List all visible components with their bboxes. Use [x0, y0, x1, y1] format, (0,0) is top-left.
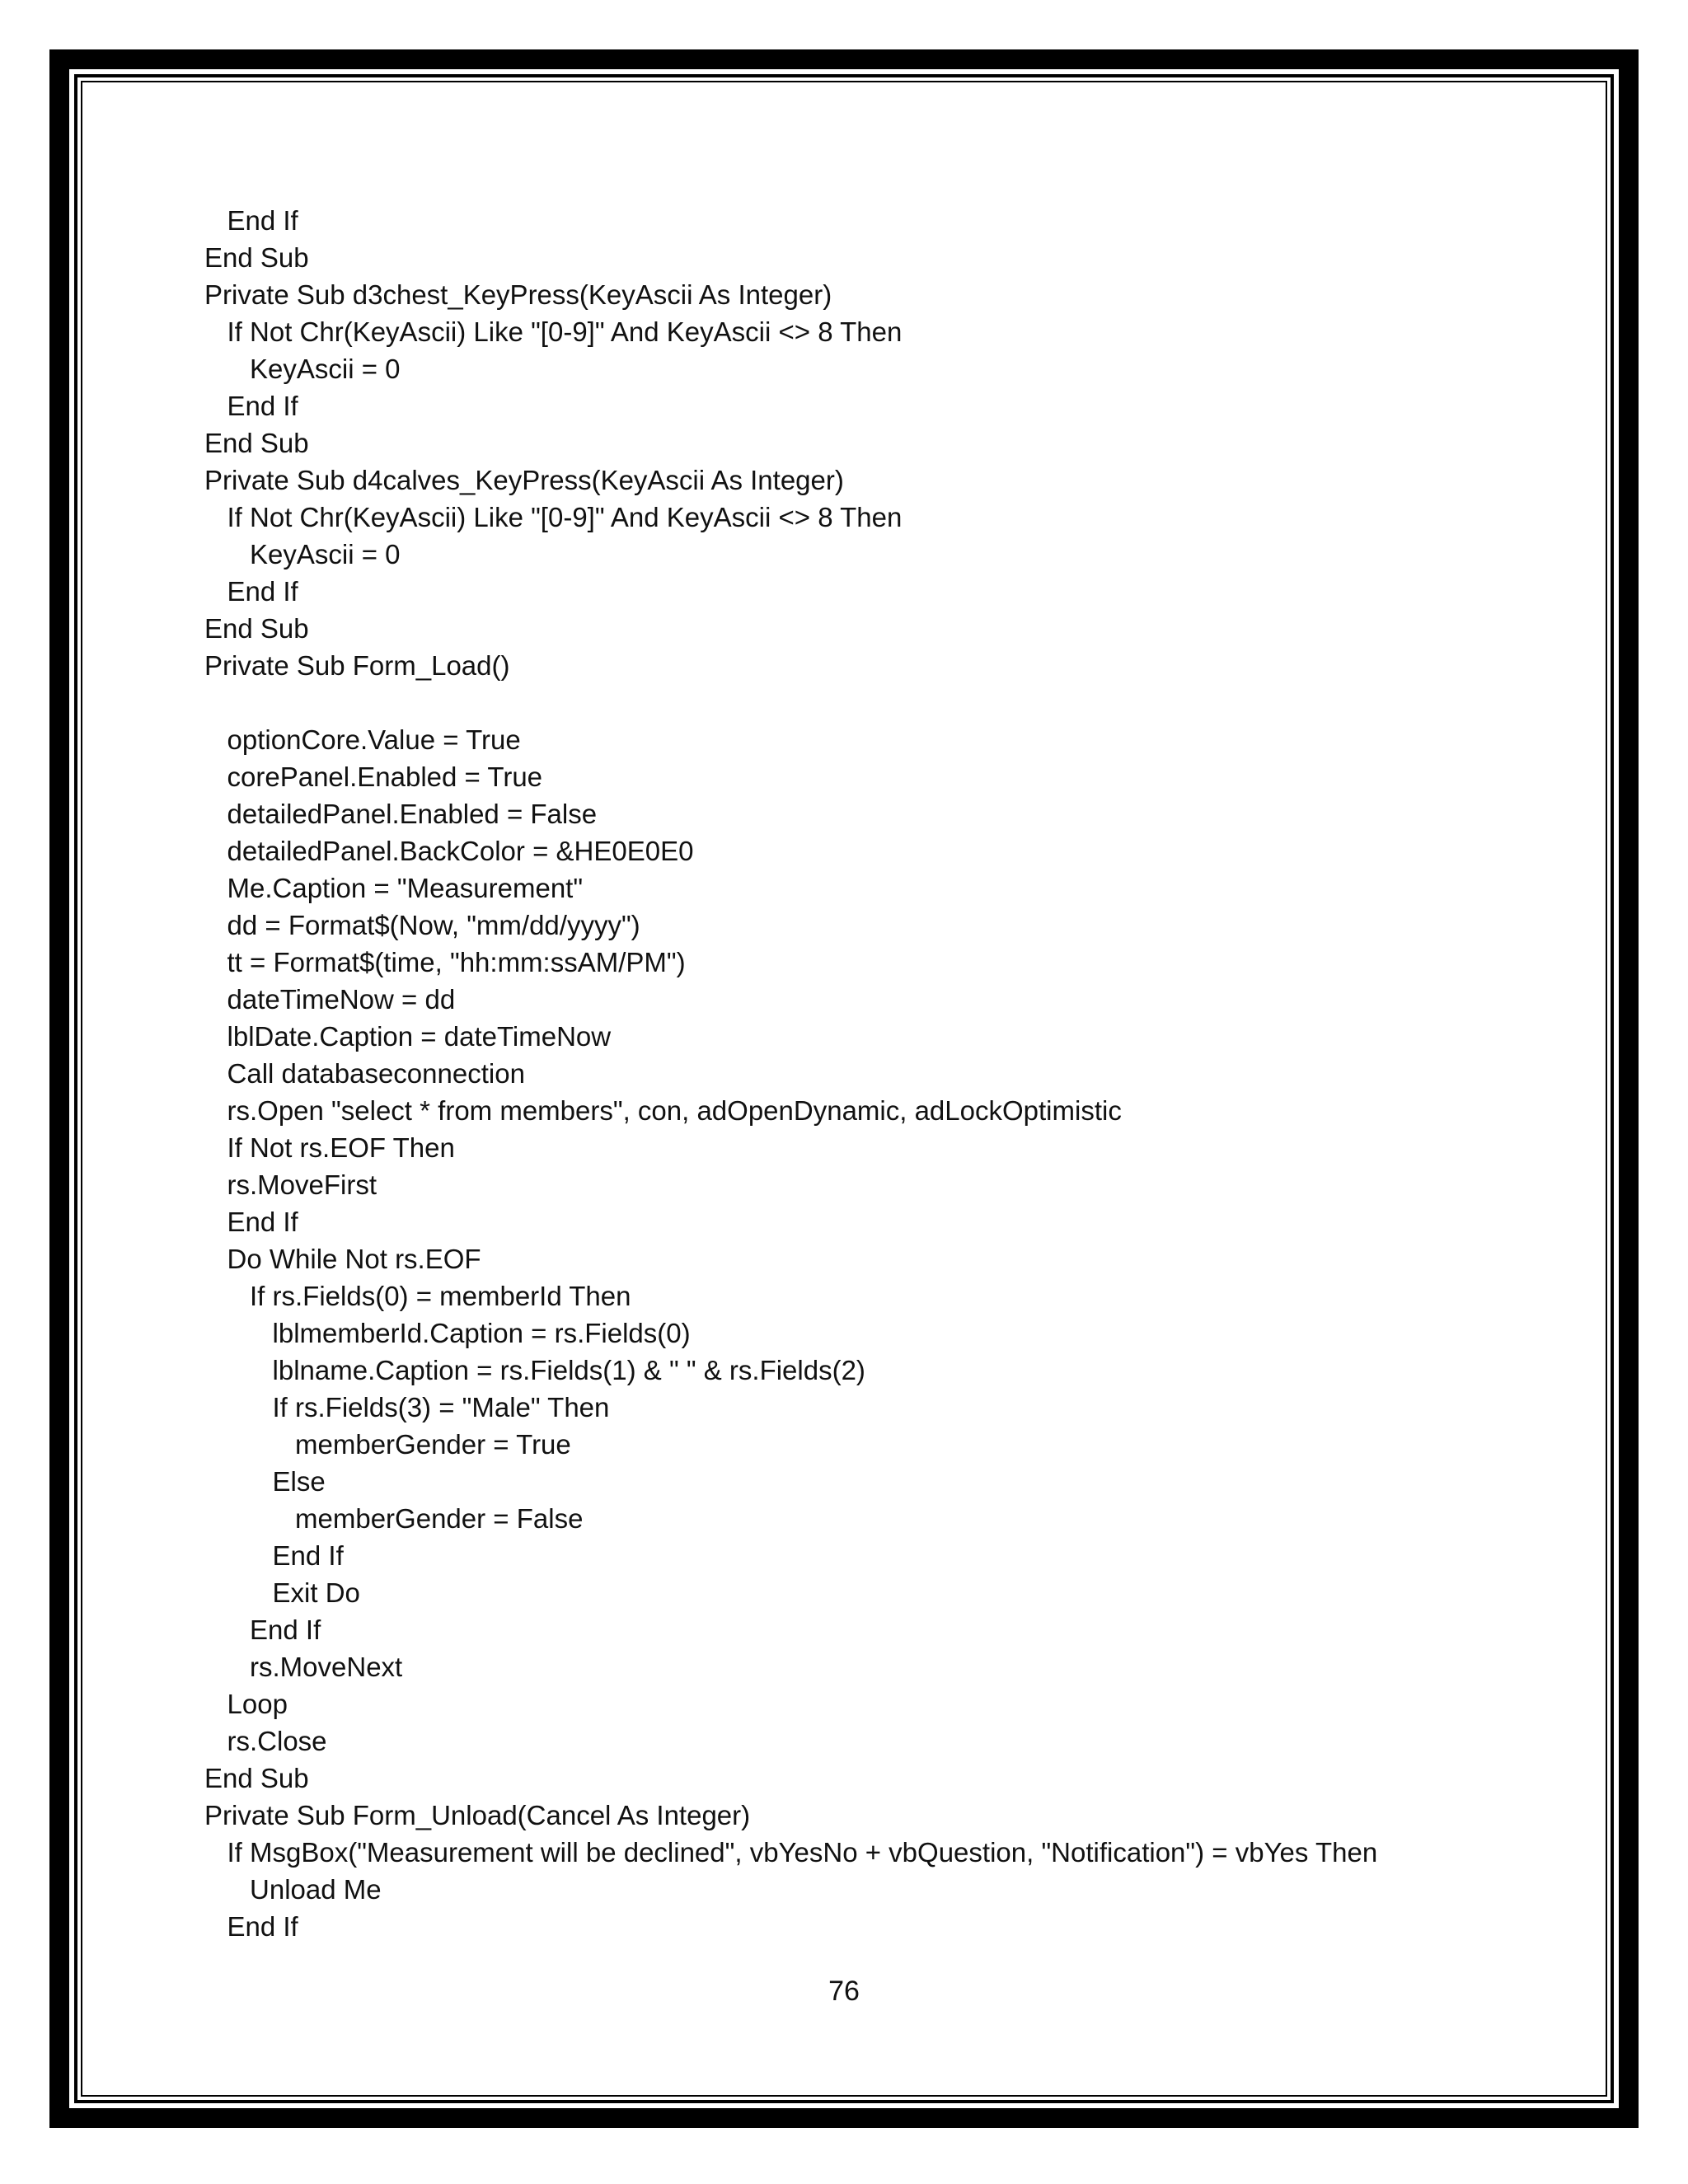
code-line: Exit Do	[204, 1577, 360, 1608]
code-line: Do While Not rs.EOF	[204, 1244, 481, 1274]
code-line: If Not rs.EOF Then	[204, 1132, 455, 1163]
code-line: memberGender = True	[204, 1429, 571, 1460]
code-line: Call databaseconnection	[204, 1058, 525, 1089]
code-line: If MsgBox("Measurement will be declined", vbYesNo + vbQuestion, "Notification") = vbYes Then	[204, 1837, 1378, 1868]
code-line: tt = Format$(time, "hh:mm:ssAM/PM")	[204, 947, 686, 977]
code-line: rs.MoveFirst	[204, 1169, 377, 1200]
code-line: KeyAscii = 0	[204, 354, 401, 384]
code-listing	[204, 202, 1556, 1945]
code-line: rs.MoveNext	[204, 1652, 403, 1682]
code-line: End If	[204, 1615, 321, 1645]
code-line: dd = Format$(Now, "mm/dd/yyyy")	[204, 910, 640, 940]
code-line: End If	[204, 391, 298, 421]
code-line: lblmemberId.Caption = rs.Fields(0)	[204, 1318, 691, 1348]
code-line: End If	[204, 205, 298, 236]
code-line: memberGender = False	[204, 1503, 584, 1534]
code-line: End If	[204, 1207, 298, 1237]
code-line: End Sub	[204, 428, 309, 458]
code-line: End If	[204, 576, 298, 607]
code-line: rs.Close	[204, 1726, 327, 1756]
code-line: End Sub	[204, 613, 309, 644]
code-line: If rs.Fields(3) = "Male" Then	[204, 1392, 610, 1422]
code-line: End Sub	[204, 1763, 309, 1793]
code-line: dateTimeNow = dd	[204, 984, 456, 1015]
code-line: Private Sub Form_Unload(Cancel As Integer)	[204, 1800, 751, 1830]
code-line	[204, 684, 1556, 721]
code-line: detailedPanel.Enabled = False	[204, 799, 598, 829]
page-number: 76	[828, 1975, 860, 2007]
code-line: lblDate.Caption = dateTimeNow	[204, 1021, 612, 1052]
code-line: Private Sub d4calves_KeyPress(KeyAscii As Integer)	[204, 465, 844, 495]
code-line: Me.Caption = "Measurement"	[204, 873, 584, 903]
code-line: Loop	[204, 1689, 288, 1719]
code-line: End If	[204, 1911, 298, 1942]
code-line: Private Sub Form_Load()	[204, 650, 510, 681]
code-line: KeyAscii = 0	[204, 539, 401, 569]
code-line: optionCore.Value = True	[204, 724, 521, 755]
code-line: corePanel.Enabled = True	[204, 762, 543, 792]
code-line: Private Sub d3chest_KeyPress(KeyAscii As Integer)	[204, 279, 832, 310]
code-line: If Not Chr(KeyAscii) Like "[0-9]" And KeyAscii <> 8 Then	[204, 316, 903, 347]
code-line: lblname.Caption = rs.Fields(1) & " " & rs.Fields(2)	[204, 1355, 865, 1385]
code-line: detailedPanel.BackColor = &HE0E0E0	[204, 836, 694, 866]
code-line: End If	[204, 1540, 344, 1571]
code-line: Unload Me	[204, 1874, 382, 1905]
code-line: rs.Open "select * from members", con, adOpenDynamic, adLockOptimistic	[204, 1095, 1122, 1126]
code-line: If rs.Fields(0) = memberId Then	[204, 1281, 631, 1311]
code-line: If Not Chr(KeyAscii) Like "[0-9]" And KeyAscii <> 8 Then	[204, 502, 903, 532]
code-line: End Sub	[204, 242, 309, 273]
code-line: Else	[204, 1466, 326, 1497]
